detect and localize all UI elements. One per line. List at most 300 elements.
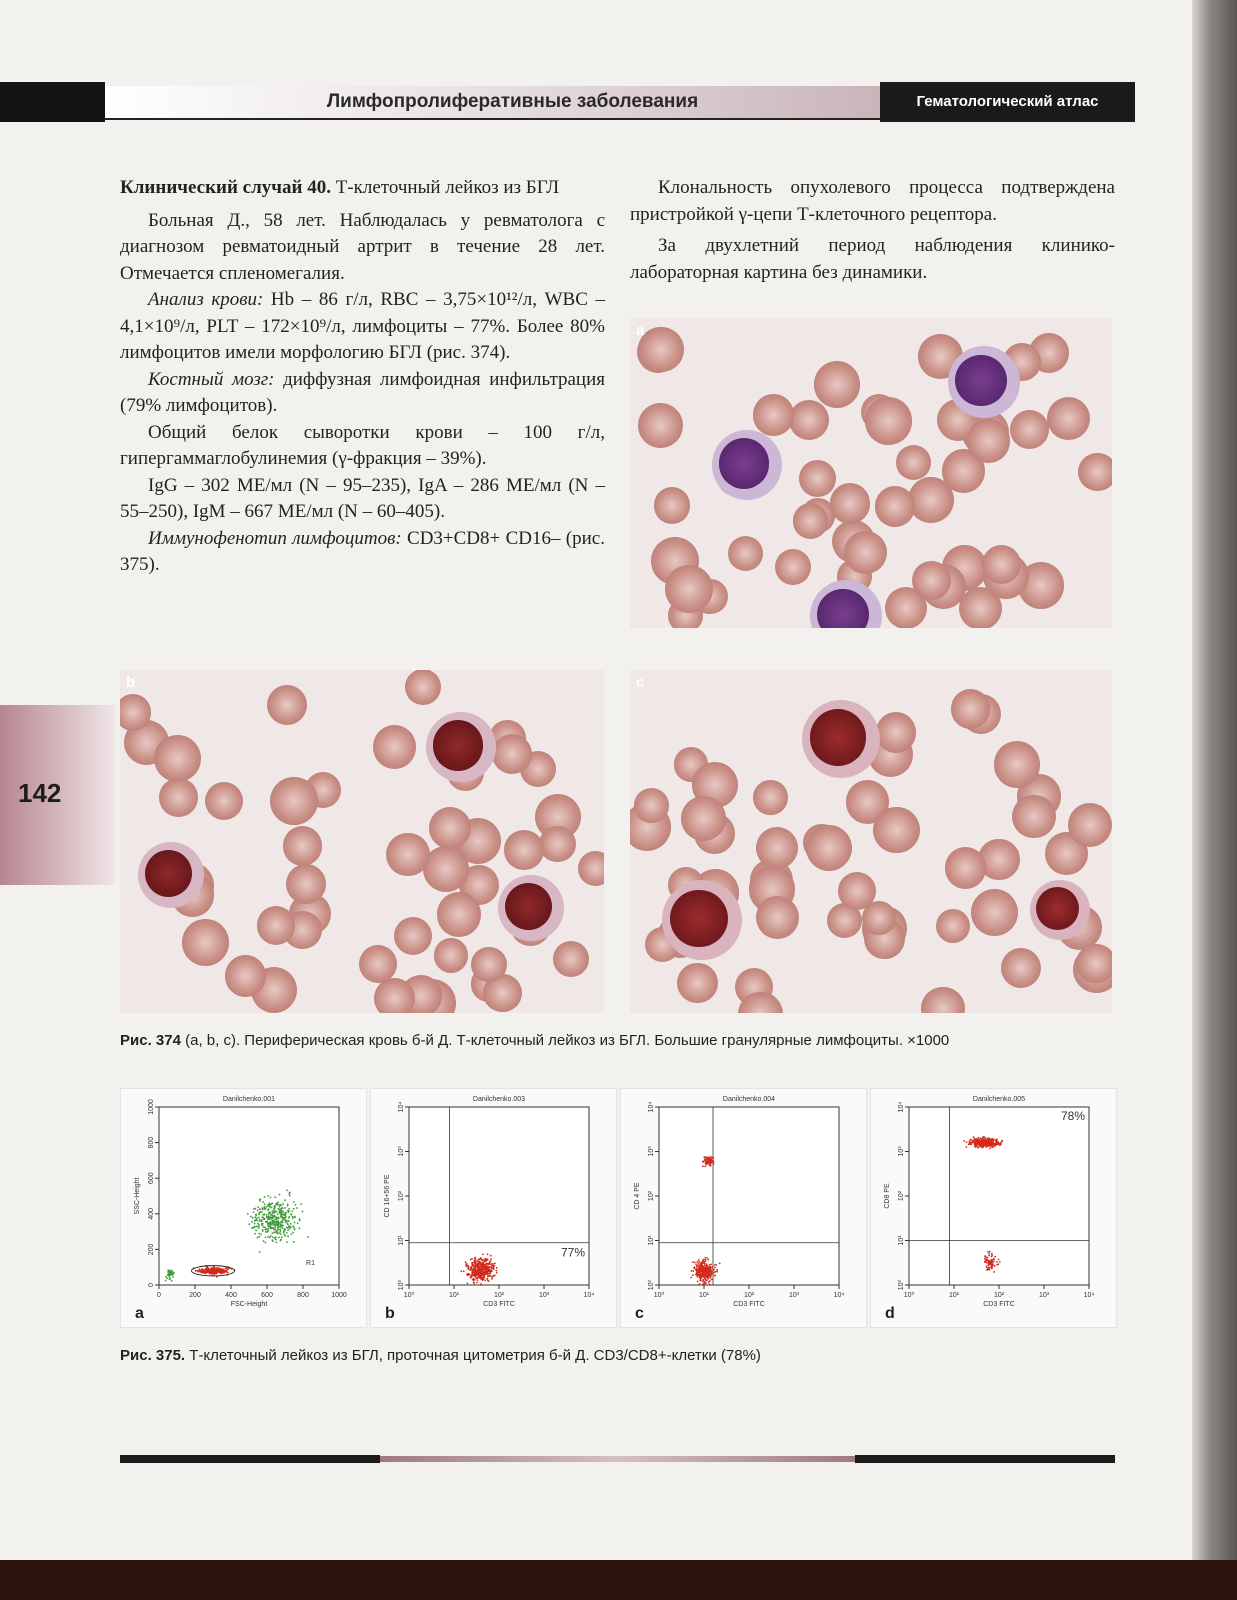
- red-blood-cell: [405, 670, 441, 705]
- nucleus: [433, 720, 483, 770]
- red-blood-cell: [386, 833, 430, 877]
- event-dot: [267, 1230, 269, 1232]
- event-dot: [710, 1277, 712, 1279]
- event-dot: [282, 1221, 284, 1223]
- event-dot: [263, 1214, 265, 1216]
- event-dot: [171, 1270, 173, 1272]
- red-blood-cell: [876, 712, 917, 753]
- event-dot: [269, 1212, 271, 1214]
- event-dot: [716, 1271, 718, 1273]
- event-dot: [998, 1259, 1000, 1261]
- event-dot: [719, 1262, 721, 1264]
- event-dot: [694, 1262, 696, 1264]
- rule-middle: [380, 1456, 855, 1462]
- event-dot: [216, 1268, 218, 1270]
- event-dot: [477, 1263, 479, 1265]
- left-text-column: [120, 175, 605, 579]
- event-dot: [262, 1201, 264, 1203]
- event-dot: [713, 1272, 715, 1274]
- event-dot: [266, 1228, 268, 1230]
- case-heading: [120, 175, 605, 202]
- y-tick-label: 10⁴: [398, 1101, 405, 1113]
- event-dot: [286, 1227, 288, 1229]
- event-dot: [195, 1270, 197, 1272]
- event-dot: [705, 1259, 707, 1261]
- event-dot: [287, 1220, 289, 1222]
- event-dot: [707, 1159, 709, 1161]
- red-blood-cell: [756, 896, 799, 939]
- event-dot: [985, 1259, 987, 1261]
- red-blood-cell: [665, 565, 713, 613]
- micrograph-panel-b: [120, 670, 604, 1013]
- running-header: [0, 82, 1135, 122]
- event-dot: [274, 1196, 276, 1198]
- event-dot: [700, 1277, 702, 1279]
- event-dot: [261, 1223, 263, 1225]
- page-number: 142: [18, 778, 62, 808]
- blood-test-label: Анализ крови:: [148, 289, 264, 310]
- event-dot: [994, 1145, 996, 1147]
- event-dot: [197, 1270, 199, 1272]
- event-dot: [698, 1270, 700, 1272]
- event-dot: [167, 1271, 169, 1273]
- event-dot: [705, 1158, 707, 1160]
- x-tick-label: 10²: [993, 1292, 1005, 1299]
- y-tick-label: 10¹: [898, 1235, 905, 1246]
- red-blood-cell: [982, 545, 1021, 584]
- event-dot: [992, 1145, 994, 1147]
- event-dot: [984, 1140, 986, 1142]
- event-dot: [493, 1268, 495, 1270]
- event-dot: [294, 1216, 296, 1218]
- event-dot: [255, 1225, 257, 1227]
- event-dot: [991, 1141, 993, 1143]
- event-dot: [282, 1203, 284, 1205]
- nucleus: [145, 850, 193, 898]
- event-dot: [496, 1267, 498, 1269]
- event-dot: [293, 1241, 295, 1243]
- red-blood-cell: [912, 561, 951, 600]
- y-tick-label: 10⁰: [898, 1279, 905, 1291]
- event-dot: [988, 1253, 990, 1255]
- event-dot: [293, 1201, 295, 1203]
- event-dot: [276, 1218, 278, 1220]
- event-dot: [704, 1263, 706, 1265]
- plot-title: Danilchenko.003: [472, 1096, 526, 1103]
- event-dot: [199, 1268, 201, 1270]
- event-dot: [702, 1279, 704, 1281]
- paragraph-followup: За двухлетний период наблюдения клинико-лабораторная картина без динамики.: [630, 235, 1115, 283]
- event-dot: [274, 1225, 276, 1227]
- event-dot: [708, 1157, 710, 1159]
- event-dot: [286, 1232, 288, 1234]
- event-dot: [299, 1227, 301, 1229]
- event-dot: [290, 1223, 292, 1225]
- event-dot: [989, 1251, 991, 1253]
- event-dot: [716, 1269, 718, 1271]
- red-blood-cell: [951, 689, 991, 729]
- event-dot: [713, 1163, 715, 1165]
- event-dot: [219, 1269, 221, 1271]
- event-dot: [271, 1232, 273, 1234]
- event-dot: [983, 1145, 985, 1147]
- event-dot: [171, 1280, 173, 1282]
- event-dot: [490, 1258, 492, 1260]
- event-dot: [253, 1226, 255, 1228]
- event-dot: [287, 1229, 289, 1231]
- event-dot: [171, 1273, 173, 1275]
- event-dot: [993, 1271, 995, 1273]
- event-dot: [488, 1270, 490, 1272]
- event-dot: [972, 1140, 974, 1142]
- red-blood-cell: [267, 685, 308, 726]
- event-dot: [981, 1145, 983, 1147]
- event-dot: [698, 1274, 700, 1276]
- event-dot: [471, 1262, 473, 1264]
- event-dot: [490, 1255, 492, 1257]
- event-dot: [254, 1220, 256, 1222]
- event-dot: [491, 1263, 493, 1265]
- event-dot: [694, 1266, 696, 1268]
- event-dot: [261, 1225, 263, 1227]
- event-dot: [966, 1141, 968, 1143]
- event-dot: [993, 1143, 995, 1145]
- event-dot: [284, 1207, 286, 1209]
- event-dot: [278, 1223, 280, 1225]
- event-dot: [474, 1274, 476, 1276]
- event-dot: [302, 1211, 304, 1213]
- event-dot: [483, 1264, 485, 1266]
- event-dot: [263, 1207, 265, 1209]
- red-blood-cell: [806, 825, 852, 871]
- y-tick-label: 10³: [398, 1146, 405, 1157]
- event-dot: [271, 1227, 273, 1229]
- x-tick-label: 0: [157, 1292, 161, 1299]
- event-dot: [284, 1214, 286, 1216]
- event-dot: [714, 1274, 716, 1276]
- event-dot: [268, 1213, 270, 1215]
- event-dot: [460, 1270, 462, 1272]
- event-dot: [988, 1269, 990, 1271]
- x-tick-label: 10⁰: [403, 1292, 415, 1299]
- event-dot: [1000, 1142, 1002, 1144]
- event-dot: [269, 1237, 271, 1239]
- event-dot: [214, 1270, 216, 1272]
- event-dot: [698, 1263, 700, 1265]
- event-dot: [274, 1219, 276, 1221]
- event-dot: [285, 1221, 287, 1223]
- panel-label: c: [636, 674, 645, 691]
- lymphocyte-cell: [662, 880, 742, 960]
- event-dot: [693, 1270, 695, 1272]
- event-dot: [472, 1269, 474, 1271]
- event-dot: [483, 1271, 485, 1273]
- plot-frame: [659, 1107, 839, 1285]
- event-dot: [487, 1280, 489, 1282]
- red-blood-cell: [225, 955, 266, 996]
- event-dot: [710, 1269, 712, 1271]
- x-tick-label: 10³: [788, 1292, 800, 1299]
- red-blood-cell: [257, 906, 296, 945]
- event-dot: [276, 1230, 278, 1232]
- event-dot: [714, 1267, 716, 1269]
- event-dot: [277, 1227, 279, 1229]
- event-dot: [703, 1156, 705, 1158]
- red-blood-cell: [1010, 410, 1049, 449]
- event-dot: [285, 1212, 287, 1214]
- event-dot: [983, 1137, 985, 1139]
- event-dot: [984, 1255, 986, 1257]
- event-dot: [465, 1265, 467, 1267]
- event-dot: [275, 1227, 277, 1229]
- panel-label: b: [126, 674, 136, 691]
- event-dot: [211, 1270, 213, 1272]
- nucleus: [719, 438, 769, 488]
- event-dot: [698, 1261, 700, 1263]
- event-dot: [267, 1224, 269, 1226]
- event-dot: [709, 1162, 711, 1164]
- event-dot: [996, 1144, 998, 1146]
- event-dot: [280, 1216, 282, 1218]
- y-tick-label: 10⁰: [398, 1279, 405, 1291]
- event-dot: [271, 1207, 273, 1209]
- red-blood-cell: [283, 826, 322, 865]
- event-dot: [475, 1261, 477, 1263]
- event-dot: [202, 1270, 204, 1272]
- red-blood-cell: [677, 963, 717, 1003]
- event-dot: [480, 1276, 482, 1278]
- event-dot: [988, 1138, 990, 1140]
- event-dot: [970, 1139, 972, 1141]
- event-dot: [262, 1207, 264, 1209]
- event-dot: [256, 1218, 258, 1220]
- lymphocyte-cell: [1030, 880, 1090, 940]
- event-dot: [221, 1271, 223, 1273]
- event-dot: [986, 1269, 988, 1271]
- event-dot: [274, 1229, 276, 1231]
- event-dot: [167, 1273, 169, 1275]
- event-dot: [208, 1269, 210, 1271]
- y-tick-label: 10²: [898, 1190, 905, 1202]
- event-dot: [987, 1145, 989, 1147]
- x-axis-label: CD3 FITC: [483, 1301, 515, 1308]
- event-dot: [996, 1261, 998, 1263]
- event-dot: [485, 1264, 487, 1266]
- y-tick-label: 0: [148, 1283, 155, 1287]
- event-dot: [702, 1262, 704, 1264]
- red-blood-cell: [865, 397, 912, 444]
- event-dot: [981, 1147, 983, 1149]
- event-dot: [697, 1280, 699, 1282]
- event-dot: [484, 1258, 486, 1260]
- red-blood-cell: [374, 978, 415, 1013]
- event-dot: [265, 1237, 267, 1239]
- event-dot: [270, 1235, 272, 1237]
- lymphocyte-cell: [810, 580, 882, 628]
- event-dot: [476, 1282, 478, 1284]
- event-dot: [273, 1231, 275, 1233]
- red-blood-cell: [154, 735, 201, 782]
- event-dot: [281, 1207, 283, 1209]
- event-dot: [466, 1263, 468, 1265]
- event-dot: [991, 1259, 993, 1261]
- y-axis-label: CD 16+56 PE: [384, 1174, 391, 1218]
- x-tick-label: 10⁰: [903, 1292, 915, 1299]
- event-dot: [491, 1278, 493, 1280]
- red-blood-cell: [844, 531, 887, 574]
- event-dot: [257, 1209, 259, 1211]
- event-dot: [486, 1263, 488, 1265]
- y-tick-label: 800: [148, 1136, 155, 1149]
- red-blood-cell: [921, 987, 965, 1013]
- event-dot: [705, 1282, 707, 1284]
- nucleus: [955, 355, 1007, 407]
- paragraph-bone-marrow: [120, 367, 605, 420]
- event-dot: [293, 1208, 295, 1210]
- bone-marrow-text: диффузная лимфоидная инфильтрация (79% лимфоцитов).: [120, 368, 605, 416]
- event-dot: [266, 1220, 268, 1222]
- event-dot: [214, 1273, 216, 1275]
- red-blood-cell: [994, 741, 1040, 787]
- red-blood-cell: [429, 807, 471, 849]
- event-dot: [200, 1271, 202, 1273]
- event-dot: [291, 1210, 293, 1212]
- red-blood-cell: [756, 827, 798, 869]
- event-dot: [478, 1275, 480, 1277]
- event-dot: [247, 1213, 249, 1215]
- event-dot: [286, 1241, 288, 1243]
- red-blood-cell: [814, 361, 860, 407]
- scatter-plot: [871, 1089, 1116, 1327]
- event-dot: [708, 1268, 710, 1270]
- event-dot: [698, 1259, 700, 1261]
- event-dot: [288, 1226, 290, 1228]
- event-dot: [172, 1276, 174, 1278]
- event-dot: [703, 1269, 705, 1271]
- event-dot: [699, 1265, 701, 1267]
- event-dot: [707, 1259, 709, 1261]
- event-dot: [702, 1165, 704, 1167]
- event-dot: [165, 1276, 167, 1278]
- red-blood-cell: [830, 483, 870, 523]
- event-dot: [288, 1208, 290, 1210]
- event-dot: [283, 1231, 285, 1233]
- red-blood-cell: [437, 892, 481, 936]
- event-dot: [263, 1240, 265, 1242]
- red-blood-cell: [1047, 397, 1090, 440]
- event-dot: [988, 1140, 990, 1142]
- event-dot: [996, 1264, 998, 1266]
- event-dot: [710, 1267, 712, 1269]
- event-dot: [279, 1229, 281, 1231]
- event-dot: [299, 1218, 301, 1220]
- event-dot: [294, 1229, 296, 1231]
- red-blood-cell: [1068, 803, 1112, 847]
- event-dot: [475, 1264, 477, 1266]
- event-dot: [483, 1278, 485, 1280]
- x-tick-label: 10¹: [448, 1292, 460, 1299]
- nucleus: [1036, 887, 1079, 930]
- event-dot: [474, 1271, 476, 1273]
- red-blood-cell: [875, 486, 915, 526]
- gate-label: R1: [306, 1259, 315, 1267]
- event-dot: [274, 1207, 276, 1209]
- red-blood-cell: [434, 938, 469, 973]
- event-dot: [712, 1161, 714, 1163]
- paragraph-immunoglobulins: IgG – 302 МЕ/мл (N – 95–235), IgA – 286 МЕ/мл (N – 55–250), IgM – 667 МЕ/мл (N – 60–405).: [120, 474, 605, 522]
- event-dot: [978, 1147, 980, 1149]
- plot-frame: [159, 1107, 339, 1285]
- caption-text: Т-клеточный лейкоз из БГЛ, проточная цитометрия б-й Д. CD3/CD8+-клетки (78%): [185, 1347, 761, 1364]
- event-dot: [493, 1265, 495, 1267]
- event-dot: [278, 1217, 280, 1219]
- event-dot: [485, 1270, 487, 1272]
- event-dot: [168, 1278, 170, 1280]
- y-axis-label: CD8 PE: [884, 1183, 891, 1209]
- red-blood-cell: [936, 909, 970, 943]
- event-dot: [698, 1268, 700, 1270]
- event-dot: [263, 1218, 265, 1220]
- percent-label: 77%: [560, 1245, 585, 1260]
- event-dot: [991, 1265, 993, 1267]
- event-dot: [259, 1200, 261, 1202]
- event-dot: [268, 1218, 270, 1220]
- event-dot: [705, 1268, 707, 1270]
- event-dot: [293, 1225, 295, 1227]
- y-tick-label: 10³: [648, 1146, 655, 1157]
- y-tick-label: 10²: [398, 1190, 405, 1202]
- event-dot: [702, 1283, 704, 1285]
- event-dot: [487, 1253, 489, 1255]
- event-dot: [714, 1264, 716, 1266]
- event-dot: [292, 1232, 294, 1234]
- case-title: Т-клеточный лейкоз из БГЛ: [330, 177, 560, 198]
- lymphocyte-cell: [498, 875, 564, 941]
- event-dot: [480, 1278, 482, 1280]
- event-dot: [695, 1274, 697, 1276]
- event-dot: [706, 1276, 708, 1278]
- event-dot: [277, 1213, 279, 1215]
- event-dot: [289, 1195, 291, 1197]
- event-dot: [988, 1255, 990, 1257]
- event-dot: [711, 1157, 713, 1159]
- red-blood-cell: [1076, 944, 1112, 983]
- event-dot: [287, 1235, 289, 1237]
- y-tick-label: 10¹: [648, 1235, 655, 1246]
- event-dot: [704, 1257, 706, 1259]
- event-dot: [274, 1238, 276, 1240]
- scatter-plot: [121, 1089, 366, 1327]
- event-dot: [254, 1223, 256, 1225]
- event-dot: [264, 1203, 266, 1205]
- event-dot: [271, 1210, 273, 1212]
- event-dot: [276, 1222, 278, 1224]
- x-tick-label: 10⁴: [1083, 1292, 1095, 1299]
- event-dot: [285, 1220, 287, 1222]
- red-blood-cell: [578, 851, 604, 886]
- red-blood-cell: [492, 734, 533, 775]
- event-dot: [280, 1240, 282, 1242]
- event-dot: [484, 1279, 486, 1281]
- book-spine-edge: [1192, 0, 1237, 1600]
- event-dot: [487, 1278, 489, 1280]
- red-blood-cell: [775, 549, 812, 586]
- red-blood-cell: [789, 400, 829, 440]
- event-dot: [227, 1272, 229, 1274]
- scatter-plot: [621, 1089, 866, 1327]
- event-dot: [473, 1283, 475, 1285]
- blood-test-text: Hb – 86 г/л, RBC – 3,75×10¹²/л, WBC – 4,1×10⁹/л, PLT – 172×10⁹/л, лимфоциты – 77%. Более 80% лимфоцитов имели морфологию БГЛ (рис. 374).: [120, 289, 605, 363]
